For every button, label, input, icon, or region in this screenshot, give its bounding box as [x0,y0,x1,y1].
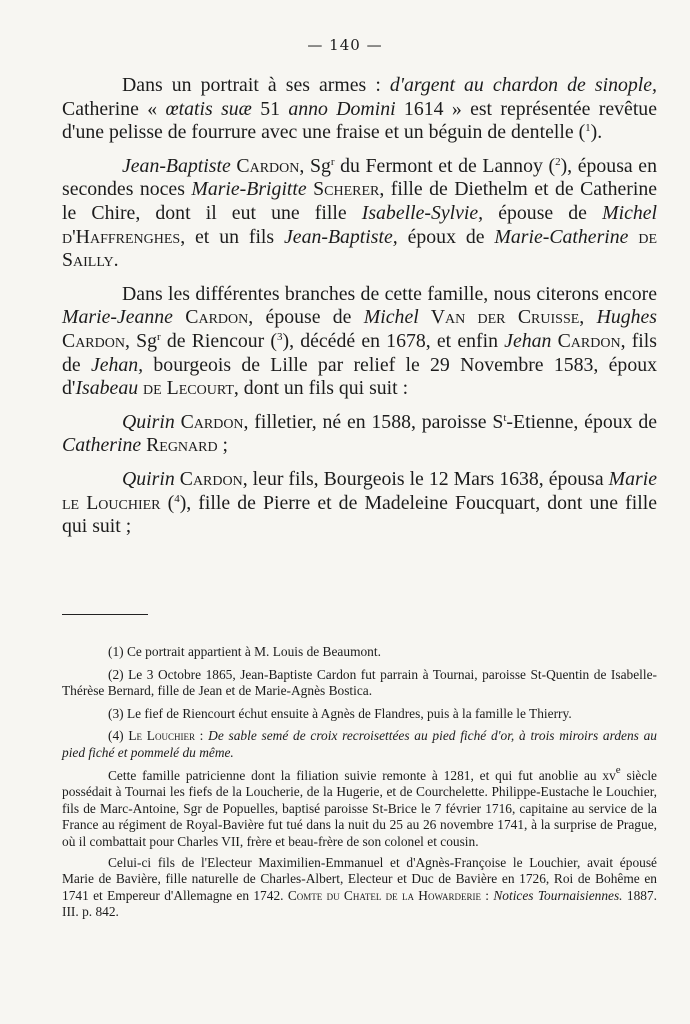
surname: de Lecourt [138,377,234,400]
paragraph-jean-baptiste [62,155,657,273]
superscript: t [503,411,507,424]
text-run: 1614 » est représentée revêtue d'une pelisse de fourrure avec une fraise et un béguin de dentelle ( [62,97,657,144]
given-name: Hughes [596,306,657,329]
footnote-ref: 4 [174,492,180,505]
given-name: Marie-Jeanne [62,306,173,329]
given-name: Jehan, [90,353,144,376]
text-run: , dont un fils qui suit : [233,377,409,400]
text-run: (4) [108,728,129,744]
footnote-4 [62,728,657,761]
text-run: bourgeois de Lille par relief le 29 Novembre 1583, époux d' [62,353,657,400]
text-run: de Riencour ( [160,329,278,352]
text-run: -Etienne, époux de [506,410,657,433]
surname: Cardon [230,154,300,177]
footnote-4-family [62,763,657,851]
surname: Cardon [62,329,125,352]
text-run: ( [160,491,175,514]
latin-text: anno Domini [288,97,396,120]
text-run: siècle possédait à Tournai les fiefs de la Loucherie, de la Hugerie, et de Courchelette. Philippe-Eustache le Louchier, fils de Marc-Antoine, Sgr de Popuelles, baptisé paroisse St-Brice le 7 février 1716, capitaine au service de la France au régiment de Royal-Bavière fut tué dans la nuit du 25 au 26 novembre 1741, à la surprise de Prague, où il combattait pour Charles VII, frère et beau-frère de son colonel et cousin. [62,767,657,849]
main-text [62,74,657,549]
surname: Van der Cruisse [418,306,580,329]
blazon-text: De sable semé de croix recroisettées au pied fiché d'or, à trois miroirs ardens au pied fiché et pommelé du même. [62,728,657,760]
book-title: Notices Tournaisiennes. [493,887,623,903]
text-run: , fils de [62,329,657,376]
text-run: ), décédé en 1678, et enfin [282,329,505,352]
text-run: , leur fils, Bourgeois le 12 Mars 1638, épousa [242,467,609,490]
footnotes [62,644,657,925]
text-run: , et un fils [180,225,285,248]
footnote-3: (3) Le fief de Riencourt échut ensuite à Agnès de Flandres, puis à la famille le Thierry. [108,705,572,721]
text-run: , [579,306,597,329]
text-run: Dans un portrait à ses armes : [122,74,390,96]
given-name: Quirin [122,467,175,490]
text-run: du Fermont et de Lannoy ( [334,154,556,177]
surname: Le Louchier [128,728,195,744]
given-name: Marie-Brigitte [191,178,307,201]
given-name: Jean-Baptiste [122,154,231,177]
text-run: , Sg [124,329,158,352]
footnote-4-lineage [62,855,657,921]
text-run: Dans les différentes branches de cette famille, nous citerons encore [122,282,657,305]
footnote-divider [62,614,148,615]
text-run: , filletier, né en 1588, paroisse S [243,410,504,433]
text-run: . [113,249,119,272]
paragraph-quirin-1 [62,411,657,458]
footnote-ref: 1 [585,122,591,135]
text-run: époux de [397,225,495,248]
given-name: Isabeau [75,377,139,400]
text-run: , fille de Diethelm et de Catherine le Chire, dont il eut une fille [62,178,657,224]
text-run: Celui-ci fils de l'Electeur Maximilien-Emmanuel et d'Agnès-Françoise le Louchier, avait épousé Marie de Bavière, fille naturelle de Charles-Albert, Electeur et Duc de Bavière en 1726, Roi de Bohême en 1741 et Empereur d'Allemagne en 1742. [62,854,657,903]
text-run: Catherine « [62,97,166,120]
text-run: , épouse de [248,306,364,329]
paragraph-branches [62,283,657,401]
given-name: Marie [608,467,657,490]
text-run: ). [590,121,603,144]
given-name: Marie-Catherine [494,225,629,248]
surname: Cardon [172,306,249,329]
superscript: e [615,763,621,776]
text-run: , Sg [299,154,331,177]
surname: Regnard [141,434,218,457]
text-run: Cette famille patricienne dont la filiation suivie remonte à 1281, et qui fut anoblie au xv [108,767,616,783]
given-name: Jehan [504,329,552,352]
superscript: r [330,155,335,168]
surname: de Sailly [62,225,657,272]
footnote-1: (1) Ce portrait appartient à M. Louis de Beaumont. [108,644,381,659]
given-name: Jean-Baptiste, [284,225,398,248]
given-name: Isabelle-Sylvie, [361,201,484,224]
text-run: 1887. III. p. 842. [62,887,658,920]
surname: d'Haffrenghes [62,225,181,248]
footnote-ref: 3 [277,330,283,343]
page-number: — 140 — [307,36,383,54]
surname: Cardon [551,329,621,352]
given-name: Michel [602,201,658,224]
surname: Scherer [306,178,380,201]
given-name: Michel [363,306,419,329]
paragraph-quirin-2 [62,468,657,539]
footnote-2: (2) Le 3 Octobre 1865, Jean-Baptiste Cardon fut parrain à Tournai, paroisse St-Quentin de Isabelle-Thérèse Bernard, fille de Jean et de Marie-Agnès Bostica. [62,666,657,699]
text-run: ; [217,434,229,457]
text-run: ), épousa en secondes noces [62,154,657,201]
surname: Cardon [174,410,244,433]
footnote-ref: 2 [555,155,561,168]
given-name: Catherine [62,434,142,457]
superscript: r [157,330,161,343]
surname: Cardon [174,467,243,490]
given-name: Quirin [122,410,175,433]
text-run: épouse de [483,201,603,224]
latin-text: œtatis suæ [165,97,252,120]
blazon-text: d'argent au chardon de sinople, [389,74,657,96]
author-name: Comte du Chatel de la Howarderie [287,887,481,903]
text-run: ), fille de Pierre et de Madeleine Foucquart, dont une fille qui suit ; [62,491,657,538]
surname: le Louchier [62,491,161,514]
text-run: 51 [251,97,289,120]
text-run: : [194,728,209,744]
text-run: : [480,887,494,903]
paragraph-portrait [62,74,657,145]
